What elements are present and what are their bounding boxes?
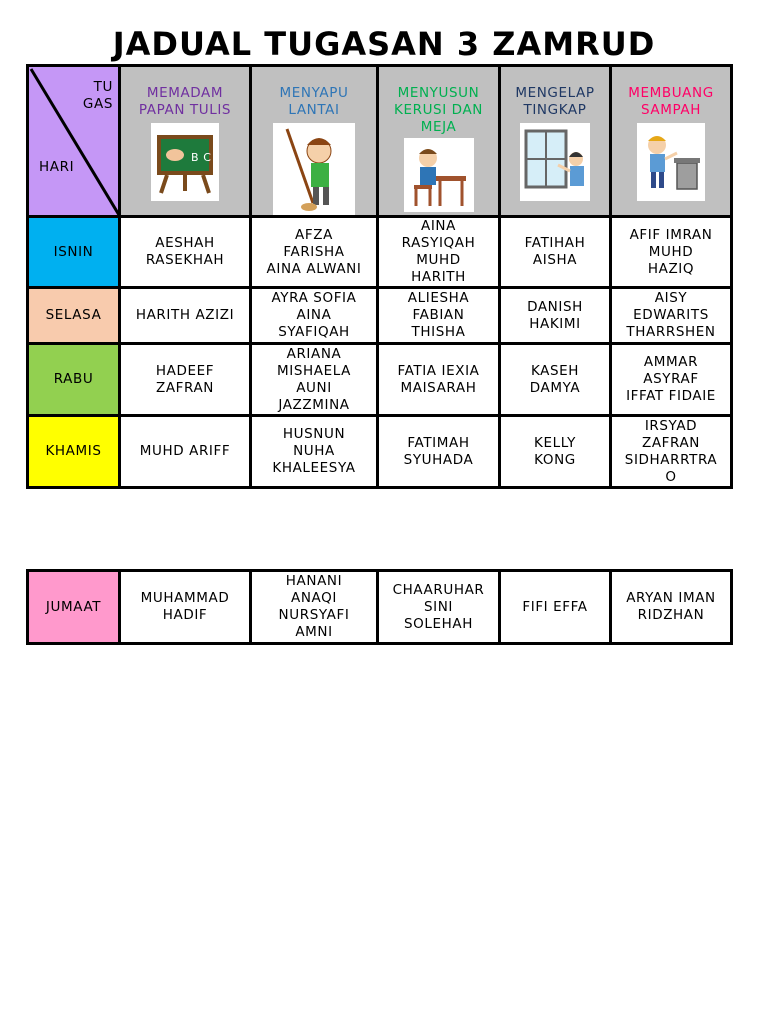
name-line: CHAARUHAR [392, 581, 485, 598]
name-line: ASYRAF [643, 371, 699, 387]
task-label: SAMPAH [641, 102, 701, 118]
name-line: AINA [296, 307, 332, 323]
roster-cell [120, 416, 251, 488]
name-line: KELLY [534, 434, 576, 451]
name-line: SIDHARRTRA [624, 451, 718, 468]
roster-cell [611, 344, 732, 416]
name-line: ANAQI [291, 590, 337, 606]
name-line: HADEEF [155, 362, 215, 379]
roster-cell [251, 571, 378, 644]
task-header-blackboard [120, 66, 251, 217]
name-line: AFIF IMRAN [629, 226, 713, 243]
name-line: FATIA IEXIA [397, 362, 480, 379]
day-label-isnin: ISNIN [28, 217, 120, 288]
roster-cell [251, 344, 378, 416]
task-header-window [500, 66, 611, 217]
name-line: SYUHADA [403, 451, 474, 468]
roster-cell [500, 217, 611, 288]
blackboard-icon [151, 123, 219, 201]
name-line: FATIHAH [524, 235, 586, 251]
name-line: NUHA [293, 443, 335, 459]
name-line: MUHD [648, 243, 694, 260]
day-row-selasa [28, 288, 732, 344]
name-line: RASYIQAH [401, 235, 476, 251]
sweeping-boy-icon [273, 123, 355, 215]
name-line: FIFI EFFA [522, 598, 588, 615]
name-line: HANANI [285, 573, 343, 589]
roster-cell [120, 217, 251, 288]
name-line: ZAFRAN [155, 379, 214, 396]
name-line: SINI [423, 598, 454, 615]
name-line: FARISHA [283, 243, 345, 260]
roster-cell [378, 416, 500, 488]
name-line: SYAFIQAH [278, 324, 350, 340]
day-row-rabu [28, 344, 732, 416]
roster-cell [611, 416, 732, 488]
name-line: AISY [654, 290, 688, 306]
name-line: ARYAN IMAN [626, 590, 716, 606]
roster-cell [500, 344, 611, 416]
task-header-sweeping [251, 66, 378, 217]
roster-cell [120, 344, 251, 416]
name-line: FABIAN [412, 307, 465, 323]
student-desk-icon [404, 138, 474, 212]
roster-cell [378, 571, 500, 644]
trash-bin-icon [637, 123, 705, 201]
task-header-trash [611, 66, 732, 217]
task-label: MEMBUANG [628, 85, 714, 101]
name-line: HAZIQ [647, 260, 695, 277]
name-line: AMNI [295, 624, 333, 640]
name-line: AMMAR [643, 354, 699, 370]
day-row-isnin [28, 217, 732, 288]
roster-cell [251, 288, 378, 344]
roster-cell [378, 217, 500, 288]
svg-text:B C: B C [191, 151, 212, 164]
name-line: HUSNUN [282, 426, 346, 442]
roster-cell [611, 288, 732, 344]
name-line: DANISH [527, 298, 583, 315]
window-cleaning-icon [520, 123, 590, 201]
name-line: MUHAMMAD [140, 590, 230, 606]
corner-day-label: HARI [39, 159, 75, 175]
roster-cell [500, 416, 611, 488]
task-label: TINGKAP [523, 102, 587, 118]
roster-cell [251, 217, 378, 288]
name-line: ZAFRAN [641, 434, 700, 451]
name-line: ARIANA [286, 345, 342, 362]
name-line: AINA ALWANI [266, 260, 362, 277]
task-label: KERUSI DAN [394, 102, 483, 118]
day-label-jumaat: JUMAAT [28, 571, 120, 644]
task-label: MENGELAP [515, 85, 595, 101]
task-label: MEJA [420, 119, 457, 135]
name-line: HAKIMI [529, 315, 581, 332]
name-line: HADIF [162, 607, 208, 623]
roster-cell [120, 571, 251, 644]
name-line: DAMYA [529, 379, 581, 396]
name-line: AUNI [296, 379, 332, 396]
task-label: PAPAN TULIS [138, 102, 232, 118]
name-line: MISHAELA [277, 362, 351, 379]
name-line: IFFAT FIDAIE [626, 388, 716, 404]
roster-cell [500, 288, 611, 344]
name-line: NURSYAFI [278, 607, 350, 623]
name-line: MUHD [416, 252, 461, 268]
name-line: RIDZHAN [637, 607, 705, 623]
name-line: MAISARAH [400, 379, 477, 396]
day-label-rabu: RABU [28, 344, 120, 416]
corner-header [28, 66, 120, 217]
name-line: MUHD ARIFF [139, 443, 231, 459]
task-label: MENYAPU [279, 85, 349, 101]
roster-cell [251, 416, 378, 488]
name-line: KHALEESYA [272, 460, 356, 476]
page-title: JADUAL TUGASAN 3 ZAMRUD [112, 25, 656, 63]
name-line: SOLEHAH [404, 615, 473, 632]
roster-cell [378, 288, 500, 344]
roster-cell [120, 288, 251, 344]
name-line: THISHA [411, 324, 466, 340]
name-line: KONG [534, 451, 576, 468]
name-line: IRSYAD [644, 417, 698, 434]
task-label: LANTAI [288, 102, 340, 118]
roster-cell [611, 571, 732, 644]
name-line: HARITH AZIZI [135, 307, 235, 323]
name-line: AESHAH [155, 235, 215, 251]
name-line: THARRSHEN [626, 324, 716, 340]
name-line: KASEH [530, 362, 580, 379]
roster-cell [500, 571, 611, 644]
roster-cell [611, 217, 732, 288]
name-line: EDWARITS [633, 307, 709, 323]
name-line: JAZZMINA [278, 396, 350, 413]
name-line: AYRA SOFIA [271, 290, 357, 306]
friday-roster-table [26, 569, 733, 645]
name-line: RASEKHAH [145, 252, 225, 268]
roster-cell [378, 344, 500, 416]
name-line: AISHA [532, 252, 578, 268]
name-line: O [665, 468, 677, 485]
duty-roster-table [26, 64, 733, 489]
day-row-khamis [28, 416, 732, 488]
task-header-desks [378, 66, 500, 217]
day-label-khamis: KHAMIS [28, 416, 120, 488]
name-line: FATIMAH [407, 434, 470, 451]
name-line: AINA [421, 218, 456, 234]
day-label-selasa: SELASA [28, 288, 120, 344]
corner-task-label: TU GAS [82, 79, 113, 112]
header-row [28, 66, 732, 217]
name-line: AFZA [295, 226, 333, 243]
task-label: MENYUSUN [397, 85, 480, 101]
task-label: MEMADAM [146, 85, 224, 101]
name-line: ALIESHA [407, 290, 470, 306]
day-row-jumaat [28, 571, 732, 644]
name-line: HARITH [411, 269, 466, 285]
